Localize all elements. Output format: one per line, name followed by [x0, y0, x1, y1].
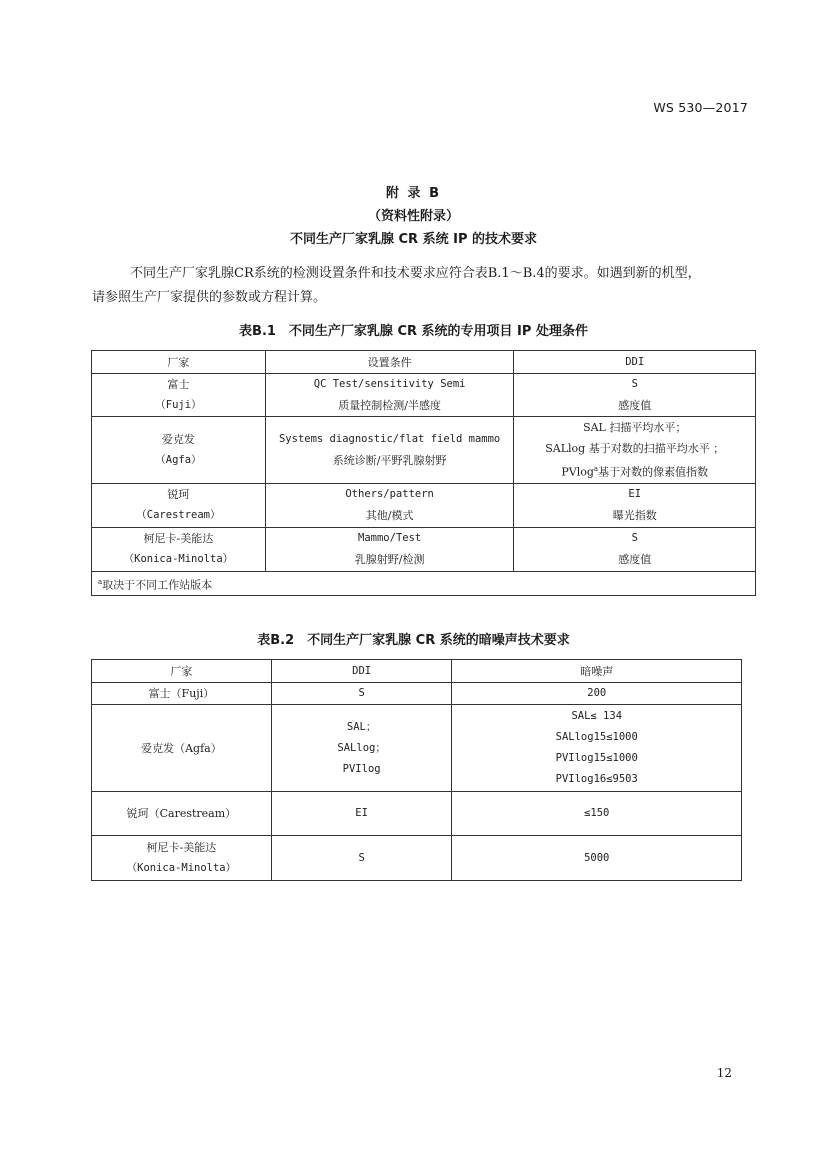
- table2-caption: 表B.2 不同生产厂家乳腺 CR 系统的暗噪声技术要求: [257, 633, 570, 648]
- table1-header-setting: 设置条件: [265, 351, 514, 374]
- table-row: [92, 374, 756, 417]
- table1-header-row: [92, 351, 756, 374]
- noise-cell: ≤150: [452, 792, 742, 836]
- appendix-title: 附 录 B: [386, 186, 441, 201]
- table-row: [92, 792, 742, 836]
- table-row: [92, 483, 756, 527]
- maker-cell: 锐珂 （Carestream）: [92, 483, 266, 527]
- table-row: [92, 836, 742, 881]
- noise-cell: 5000: [452, 836, 742, 881]
- maker-cell: 柯尼卡-美能达 （Konica-Minolta）: [92, 527, 266, 571]
- setting-cell: Others/pattern 其他/模式: [265, 483, 514, 527]
- table2-header-row: [92, 660, 742, 683]
- table1: [91, 350, 756, 596]
- intro-paragraph: [92, 262, 757, 310]
- table-row: [92, 527, 756, 571]
- page-number: 12: [716, 1066, 732, 1080]
- table2-header-noise: 暗噪声: [452, 660, 742, 683]
- table1-note-row: [92, 571, 756, 596]
- maker-cell: 富士 （Fuji）: [92, 374, 266, 417]
- standard-id: WS 530—2017: [653, 100, 748, 115]
- ddi-cell: S: [271, 836, 452, 881]
- table-row: [92, 683, 742, 705]
- maker-cell: 柯尼卡-美能达 （Konica-Minolta）: [92, 836, 272, 881]
- intro-line-2: 请参照生产厂家提供的参数或方程计算。: [92, 290, 327, 305]
- noise-cell: SAL≤ 134 SALlog15≤1000 PVIlog15≤1000 PVIlog16≤9503: [452, 705, 742, 792]
- ddi-cell: S 感度值: [514, 374, 756, 417]
- table1-caption: 表B.1 不同生产厂家乳腺 CR 系统的专用项目 IP 处理条件: [239, 324, 588, 339]
- noise-cell: 200: [452, 683, 742, 705]
- ddi-cell: SAL； SALlog； PVIlog: [271, 705, 452, 792]
- maker-cell: 爱克发（Agfa）: [92, 705, 272, 792]
- ddi-cell: EI: [271, 792, 452, 836]
- table2-header-ddi: DDI: [271, 660, 452, 683]
- setting-cell: Systems diagnostic/flat field mammo 系统诊断/平野乳腺射野: [265, 417, 514, 484]
- table1-header-maker: 厂家: [92, 351, 266, 374]
- table-row: [92, 417, 756, 484]
- ddi-cell: EI 曝光指数: [514, 483, 756, 527]
- intro-line-1: 不同生产厂家乳腺CR系统的检测设置条件和技术要求应符合表B.1～B.4的要求。如遇到新的机型，: [130, 266, 701, 281]
- maker-cell: 富士（Fuji）: [92, 683, 272, 705]
- table2: [91, 659, 742, 881]
- table2-header-maker: 厂家: [92, 660, 272, 683]
- table1-header-ddi: DDI: [514, 351, 756, 374]
- setting-cell: QC Test/sensitivity Semi 质量控制检测/半感度: [265, 374, 514, 417]
- ddi-cell: S: [271, 683, 452, 705]
- appendix-subtitle: （资料性附录）: [367, 209, 459, 224]
- maker-cell: 爱克发 （Agfa）: [92, 417, 266, 484]
- maker-cell: 锐珂（Carestream）: [92, 792, 272, 836]
- appendix-heading: 不同生产厂家乳腺 CR 系统 IP 的技术要求: [289, 232, 538, 247]
- setting-cell: Mammo/Test 乳腺射野/检测: [265, 527, 514, 571]
- ddi-cell: S 感度值: [514, 527, 756, 571]
- table1-footnote: $^a$取决于不同工作站版本: [92, 571, 756, 596]
- table-row: [92, 705, 742, 792]
- ddi-cell: SAL 扫描平均水平； SALlog 基于对数的扫描平均水平 ； PVlog$^a$基于对数的像素值指数: [514, 417, 756, 484]
